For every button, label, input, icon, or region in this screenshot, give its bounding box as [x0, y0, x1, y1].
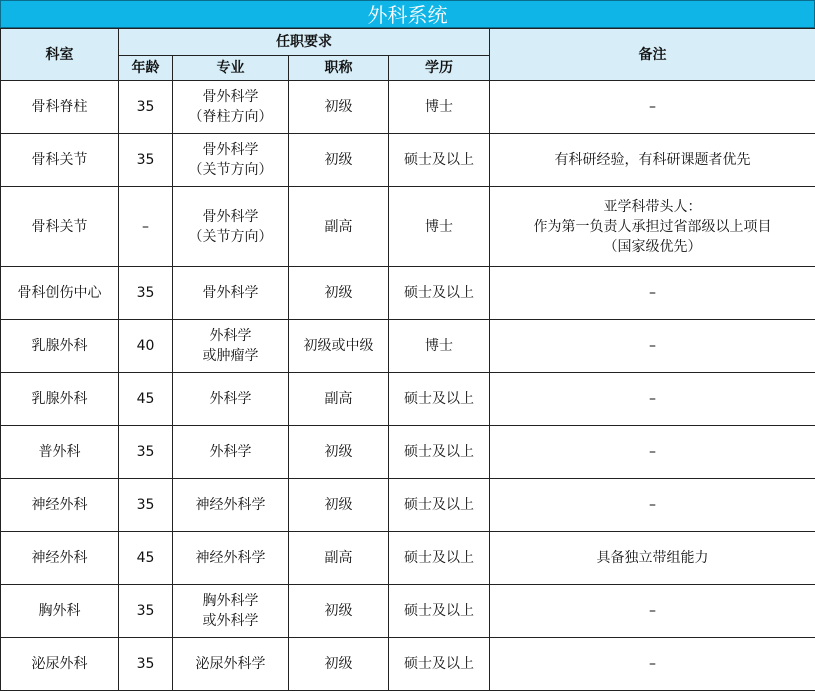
cell-notes	[490, 267, 815, 320]
cell-notes-line: –	[490, 283, 815, 303]
cell-education: 硕士及以上	[389, 373, 490, 426]
cell-major-line: 神经外科学	[173, 495, 288, 515]
cell-dept: 骨科脊柱	[1, 81, 119, 134]
cell-notes	[490, 585, 815, 638]
table-row	[1, 187, 815, 267]
cell-age: 40	[119, 320, 173, 373]
cell-notes	[490, 320, 815, 373]
header-requirements: 任职要求	[119, 29, 490, 56]
table-row	[1, 267, 815, 320]
cell-notes	[490, 479, 815, 532]
cell-major-line: 神经外科学	[173, 548, 288, 568]
cell-major-line: 骨外科学	[173, 140, 288, 160]
cell-age: 45	[119, 373, 173, 426]
cell-major-line: （关节方向）	[173, 160, 288, 180]
cell-major	[173, 320, 289, 373]
cell-notes-line: （国家级优先）	[490, 237, 815, 257]
table-title: 外科系统	[0, 0, 815, 28]
cell-age: 35	[119, 638, 173, 691]
cell-notes	[490, 638, 815, 691]
cell-major	[173, 585, 289, 638]
table-row	[1, 373, 815, 426]
cell-education: 硕士及以上	[389, 267, 490, 320]
cell-major	[173, 532, 289, 585]
cell-notes-line: –	[490, 389, 815, 409]
table-row	[1, 134, 815, 187]
cell-education: 硕士及以上	[389, 532, 490, 585]
header-row-1	[1, 29, 815, 56]
cell-rank: 初级	[289, 638, 389, 691]
cell-education: 硕士及以上	[389, 426, 490, 479]
cell-rank: 初级	[289, 81, 389, 134]
cell-education: 博士	[389, 187, 490, 267]
cell-education: 硕士及以上	[389, 585, 490, 638]
cell-dept: 胸外科	[1, 585, 119, 638]
cell-major	[173, 426, 289, 479]
cell-dept: 泌尿外科	[1, 638, 119, 691]
cell-rank: 初级	[289, 134, 389, 187]
table-row	[1, 479, 815, 532]
cell-age: 45	[119, 532, 173, 585]
cell-major-line: 或外科学	[173, 611, 288, 631]
cell-major-line: （关节方向）	[173, 227, 288, 247]
header-notes: 备注	[490, 29, 815, 81]
cell-dept: 骨科创伤中心	[1, 267, 119, 320]
cell-age: –	[119, 187, 173, 267]
cell-notes	[490, 532, 815, 585]
cell-notes-line: –	[490, 97, 815, 117]
cell-major-line: 泌尿外科学	[173, 654, 288, 674]
cell-major	[173, 81, 289, 134]
cell-notes	[490, 426, 815, 479]
cell-notes-line: –	[490, 336, 815, 356]
cell-dept: 神经外科	[1, 479, 119, 532]
cell-major	[173, 479, 289, 532]
cell-rank: 副高	[289, 532, 389, 585]
cell-notes-line: 有科研经验，有科研课题者优先	[490, 150, 815, 170]
cell-notes-line: 具备独立带组能力	[490, 548, 815, 568]
cell-major-line: 外科学	[173, 389, 288, 409]
cell-major-line: 骨外科学	[173, 87, 288, 107]
cell-major-line: 外科学	[173, 326, 288, 346]
table-row	[1, 532, 815, 585]
table-row	[1, 638, 815, 691]
cell-notes-line: –	[490, 601, 815, 621]
cell-notes-line: –	[490, 442, 815, 462]
cell-education: 博士	[389, 320, 490, 373]
cell-age: 35	[119, 479, 173, 532]
cell-notes	[490, 187, 815, 267]
cell-dept: 乳腺外科	[1, 320, 119, 373]
cell-major	[173, 373, 289, 426]
table-row	[1, 426, 815, 479]
cell-dept: 乳腺外科	[1, 373, 119, 426]
cell-dept: 骨科关节	[1, 134, 119, 187]
header-age: 年龄	[119, 56, 173, 81]
cell-dept: 普外科	[1, 426, 119, 479]
cell-notes	[490, 373, 815, 426]
cell-education: 硕士及以上	[389, 479, 490, 532]
cell-rank: 初级	[289, 426, 389, 479]
cell-dept: 神经外科	[1, 532, 119, 585]
cell-rank: 初级	[289, 479, 389, 532]
cell-notes-line: –	[490, 654, 815, 674]
cell-major	[173, 638, 289, 691]
cell-rank: 副高	[289, 187, 389, 267]
cell-age: 35	[119, 81, 173, 134]
header-education: 学历	[389, 56, 490, 81]
cell-education: 硕士及以上	[389, 134, 490, 187]
cell-age: 35	[119, 134, 173, 187]
cell-major	[173, 134, 289, 187]
cell-rank: 初级	[289, 267, 389, 320]
cell-rank: 初级	[289, 585, 389, 638]
header-rank: 职称	[289, 56, 389, 81]
cell-major-line: 骨外科学	[173, 207, 288, 227]
cell-major-line: 或肿瘤学	[173, 346, 288, 366]
table-row	[1, 81, 815, 134]
cell-notes	[490, 81, 815, 134]
cell-major-line: 胸外科学	[173, 591, 288, 611]
cell-education: 博士	[389, 81, 490, 134]
header-dept: 科室	[1, 29, 119, 81]
cell-notes-line: –	[490, 495, 815, 515]
cell-rank: 副高	[289, 373, 389, 426]
cell-age: 35	[119, 267, 173, 320]
cell-notes-line: 亚学科带头人：	[490, 197, 815, 217]
header-major: 专业	[173, 56, 289, 81]
cell-age: 35	[119, 426, 173, 479]
cell-notes-line: 作为第一负责人承担过省部级以上项目	[490, 217, 815, 237]
cell-age: 35	[119, 585, 173, 638]
cell-major-line: 骨外科学	[173, 283, 288, 303]
table-row	[1, 320, 815, 373]
recruitment-table	[0, 28, 815, 691]
cell-dept: 骨科关节	[1, 187, 119, 267]
cell-major-line: 外科学	[173, 442, 288, 462]
cell-major-line: （脊柱方向）	[173, 107, 288, 127]
cell-major	[173, 187, 289, 267]
cell-notes	[490, 134, 815, 187]
cell-education: 硕士及以上	[389, 638, 490, 691]
table-body	[1, 81, 815, 691]
cell-major	[173, 267, 289, 320]
table-row	[1, 585, 815, 638]
cell-rank: 初级或中级	[289, 320, 389, 373]
